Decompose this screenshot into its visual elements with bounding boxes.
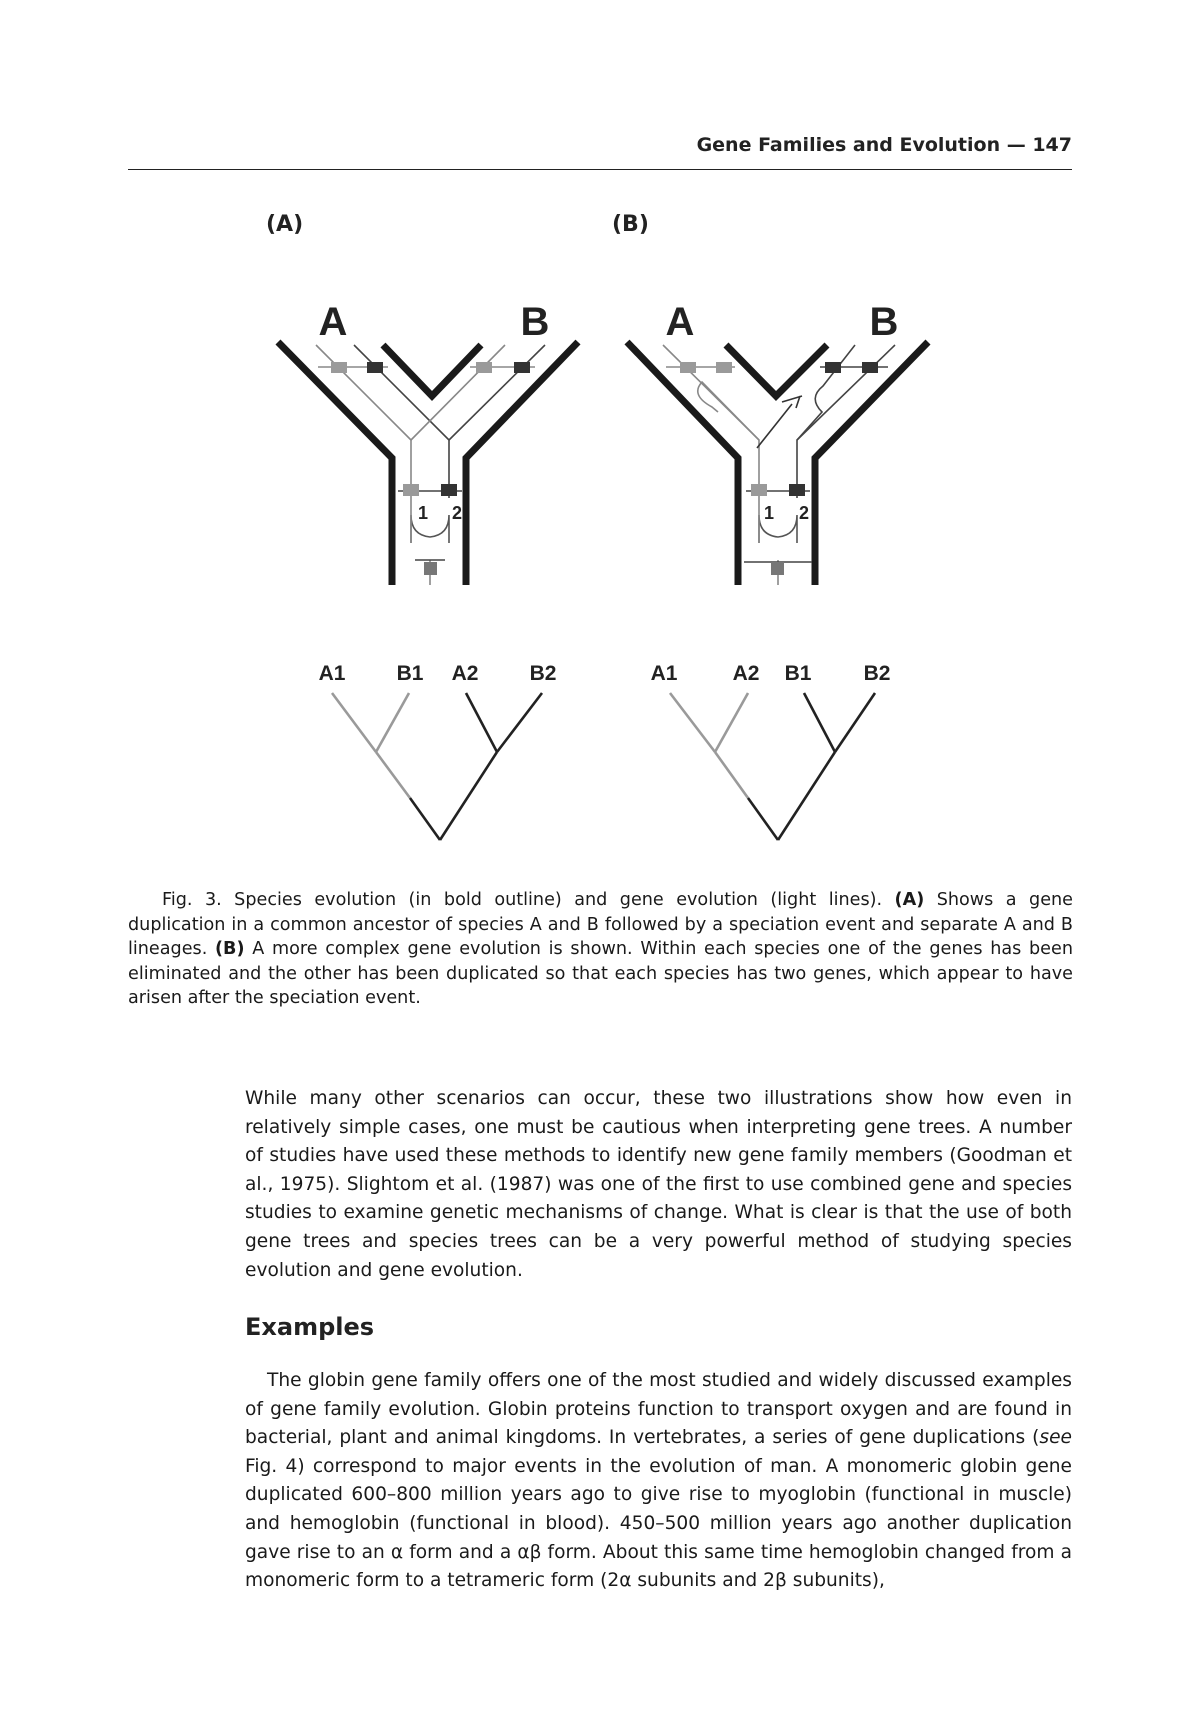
leaf-label: B2 (863, 662, 891, 685)
species-b-label: B (869, 300, 899, 344)
leaf-label: A2 (732, 662, 760, 685)
gene-1-box (751, 484, 767, 496)
species-outline-left (278, 342, 392, 585)
caption-text: Shows a gene duplication in a common ancestor of species A and B followed by a speciation event and separate A and B lineages. (128, 890, 1073, 959)
gene-2-label: 2 (452, 503, 463, 523)
leaf-label: A1 (318, 662, 346, 685)
gene-b1-box (825, 362, 841, 373)
gene-b2-box (862, 362, 878, 373)
gene-2-box (789, 484, 805, 496)
species-a-label: A (318, 300, 348, 344)
gene-1-box (403, 484, 419, 496)
panel-a-label: (A) (266, 212, 304, 237)
gene-a2-box (367, 362, 383, 373)
panel-b-species-diagram (627, 300, 928, 585)
panel-b-label: (B) (612, 212, 649, 237)
see-word: see (1039, 1427, 1072, 1449)
figure-caption (128, 888, 1073, 1011)
gene-b1-box (476, 362, 492, 373)
gene-a1-box (680, 362, 696, 373)
species-outline-right (815, 342, 928, 585)
species-outline-right (466, 342, 578, 585)
gene-b2-box (514, 362, 530, 373)
leaf-label: B2 (529, 662, 557, 685)
panel-b-gene-tree (651, 662, 891, 840)
species-b-label: B (520, 300, 550, 344)
species-a-label: A (665, 300, 695, 344)
leaf-label: B1 (784, 662, 812, 685)
leaf-label: B1 (396, 662, 424, 685)
panel-a-gene-tree (319, 662, 557, 840)
body-paragraph: While many other scenarios can occur, these two illustrations show how even in relatively simple cases, one must be cautious when interpreting gene trees. A number of studies have used these methods to identify new gene family members (Goodman et al., 1975). Slightom et al. (1987) was one of the first to use combined gene and species studies to examine genetic mechanisms of change. What is clear is that the use of both gene trees and species trees can be a very powerful method of studying species evolution and gene evolution. (245, 1088, 1072, 1281)
body-paragraph (245, 1367, 1072, 1596)
gene-1-label: 1 (418, 503, 429, 523)
caption-panel-ref: (B) (215, 939, 245, 959)
caption-text: Fig. 3. Species evolution (in bold outline) and gene evolution (light lines). (162, 890, 895, 910)
species-outline-left (627, 342, 738, 585)
ancestral-gene-box (771, 562, 784, 575)
gene-1-label: 1 (764, 503, 775, 523)
gene-2-box (441, 484, 457, 496)
gene-a1-box (331, 362, 347, 373)
caption-panel-ref: (A) (894, 890, 925, 910)
section-heading: Examples (245, 1313, 375, 1341)
gene-2-label: 2 (799, 503, 810, 523)
panel-a-species-diagram (278, 300, 578, 585)
leaf-label: A1 (650, 662, 678, 685)
paragraph-text: Fig. 4) correspond to major events in the evolution of man. A monomeric globin gene duplicated 600–800 million years ago to give rise to myoglobin (functional in muscle) and hemoglobin (functional in blood). 450–500 million years ago another duplication gave rise to an α form and a αβ form. About this same time hemoglobin changed from a monomeric form to a tetrameric form (2α subunits and 2β subunits), (245, 1455, 1072, 1592)
species-outline-inner-v (726, 345, 827, 396)
caption-text: A more complex gene evolution is shown. Within each species one of the genes has been eliminated and the other has been duplicated so that each species has two genes, which appear to have arisen after the speciation event. (128, 939, 1073, 1008)
gene-a2-box (716, 362, 732, 373)
running-head: Gene Families and Evolution — 147 (696, 134, 1072, 156)
paragraph-text: The globin gene family offers one of the most studied and widely discussed examples of gene family evolution. Globin proteins function to transport oxygen and are found in bacterial, plant and animal kingdoms. In vertebrates, a series of gene duplications ( (245, 1370, 1072, 1449)
ancestral-gene-box (424, 562, 437, 575)
leaf-label: A2 (451, 662, 479, 685)
